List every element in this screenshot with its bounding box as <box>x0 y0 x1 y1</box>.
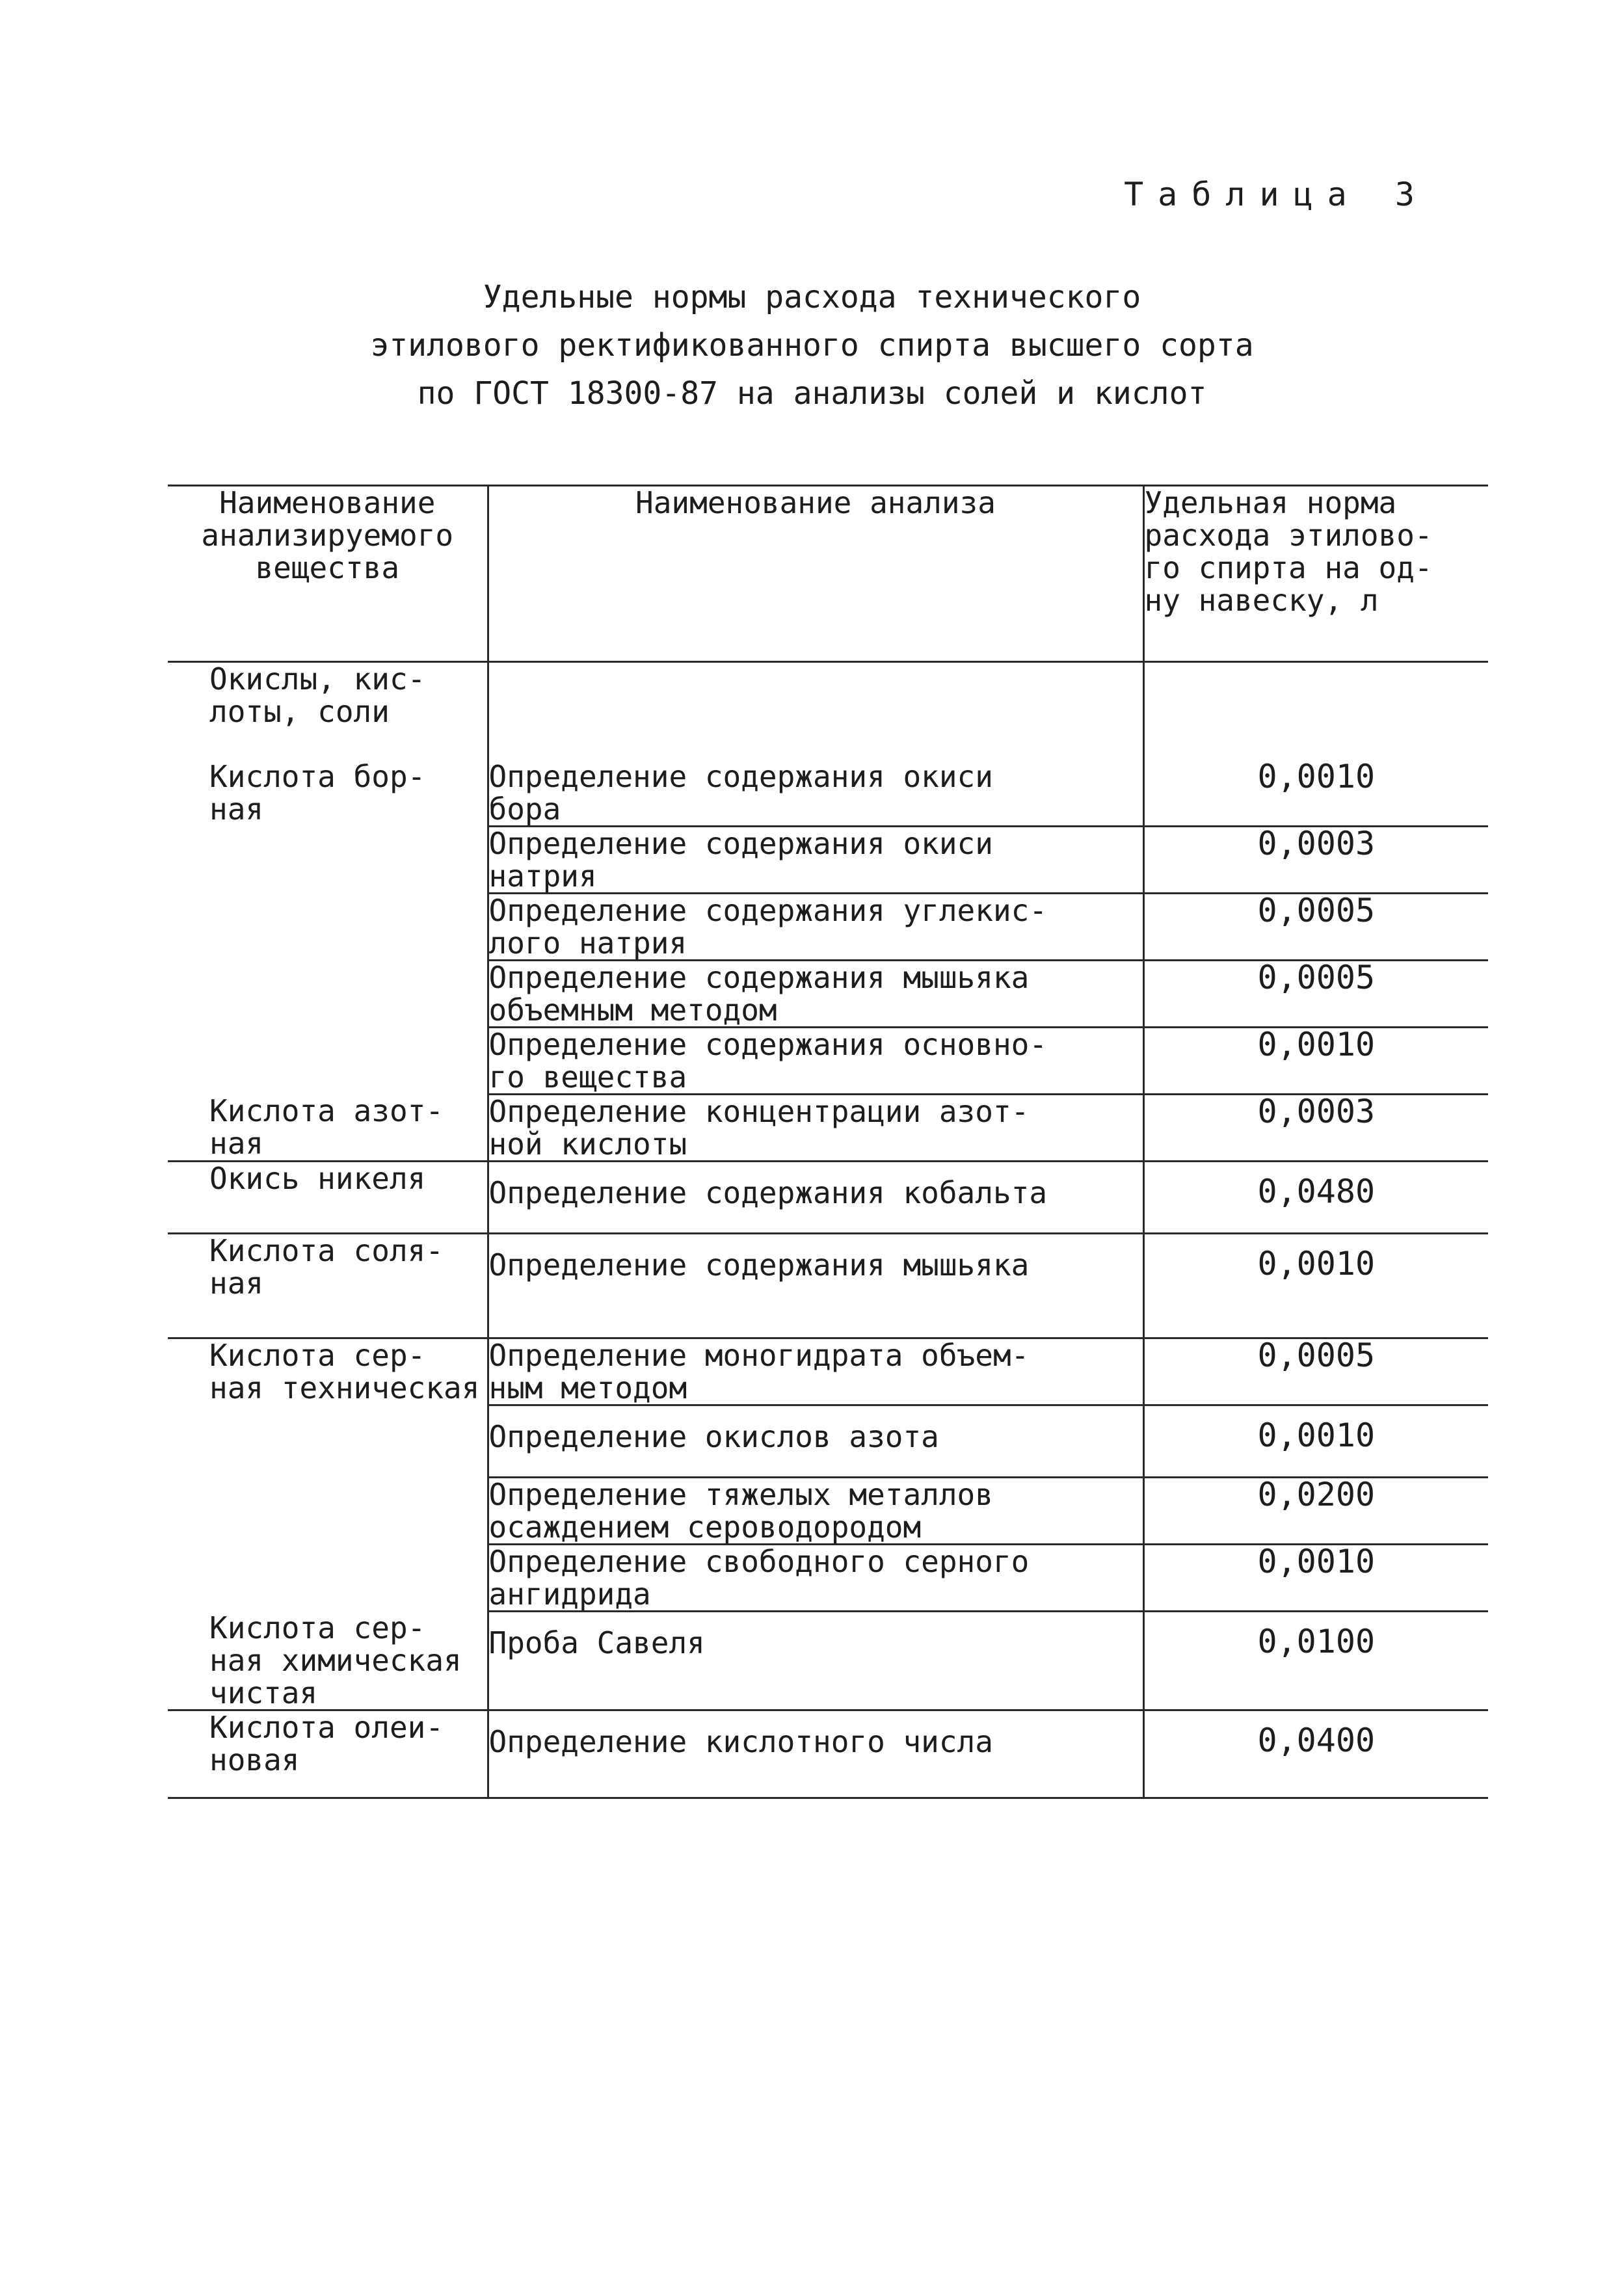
norm-value: 0,0005 <box>1143 961 1488 1028</box>
analysis-cell: Определение содержания кобальта <box>488 1175 1048 1210</box>
norm-value: 0,0480 <box>1143 1162 1488 1234</box>
title-line-2: этилового ректификованного спирта высшего сорта <box>370 327 1254 364</box>
table-row <box>168 760 1488 827</box>
norms-table <box>168 485 1488 1799</box>
norm-value: 0,0010 <box>1143 1234 1488 1338</box>
substance-cell: Кислота бор- ная <box>209 759 426 827</box>
title-line-1: Удельные нормы расхода технического <box>483 279 1141 315</box>
analysis-cell: Проба Савеля <box>488 1625 705 1660</box>
norm-value: 0,0010 <box>1143 1545 1488 1612</box>
table-row <box>168 1095 1488 1162</box>
title-line-3: по ГОСТ 18300-87 на анализы солей и кислот <box>417 375 1207 412</box>
analysis-cell: Определение содержания мышьяка <box>488 1247 1030 1283</box>
norm-value: 0,0010 <box>1143 760 1488 827</box>
header-analysis: Наименование анализа <box>488 486 1143 662</box>
norm-value: 0,0100 <box>1143 1612 1488 1710</box>
norm-value: 0,0003 <box>1143 1095 1488 1162</box>
substance-cell: Кислота сер- ная химическая чистая <box>209 1610 462 1710</box>
analysis-cell: Определение содержания основно- го вещества <box>488 1027 1048 1095</box>
norm-value: 0,0005 <box>1143 1338 1488 1405</box>
table-row <box>168 1612 1488 1710</box>
table-row <box>168 1234 1488 1338</box>
norm-value: 0,0200 <box>1143 1478 1488 1545</box>
substance-cell: Кислота сер- ная техническая <box>209 1338 480 1405</box>
analysis-cell: Определение содержания окиси натрия <box>488 826 993 894</box>
section-label: Окислы, кис- лоты, соли <box>209 661 426 729</box>
analysis-cell: Определение кислотного числа <box>488 1723 993 1759</box>
header-norm: Удельная норма расхода этилово- го спирта на од- ну навеску, л <box>1143 486 1488 662</box>
analysis-cell: Определение свободного серного ангидрида <box>488 1544 1030 1612</box>
table-number: Таблица 3 <box>1124 176 1429 213</box>
substance-cell: Кислота олеи- новая <box>209 1709 444 1777</box>
table-row <box>168 1710 1488 1798</box>
table-row <box>168 1162 1488 1234</box>
analysis-cell: Определение концентрации азот- ной кислоты <box>488 1094 1030 1162</box>
substance-cell: Кислота соля- ная <box>209 1233 444 1301</box>
analysis-cell: Определение содержания мышьяка объемным методом <box>488 960 1030 1028</box>
norm-value: 0,0400 <box>1143 1710 1488 1798</box>
norm-value: 0,0010 <box>1143 1028 1488 1095</box>
header-row <box>168 486 1488 662</box>
analysis-cell: Определение тяжелых металлов осаждением сероводородом <box>488 1477 993 1545</box>
substance-cell: Окись никеля <box>209 1161 426 1196</box>
table-title <box>0 273 1624 418</box>
header-substance: Наименование анализируемого вещества <box>168 486 488 662</box>
analysis-cell: Определение содержания углекис- лого натрия <box>488 893 1048 961</box>
analysis-cell: Определение содержания окиси бора <box>488 759 993 827</box>
table-row <box>168 1338 1488 1405</box>
analysis-cell: Определение моногидрата объем- ным методом <box>488 1338 1030 1405</box>
norm-value: 0,0005 <box>1143 894 1488 961</box>
analysis-cell: Определение окислов азота <box>488 1419 939 1454</box>
substance-cell: Кислота азот- ная <box>209 1093 444 1161</box>
norm-value: 0,0010 <box>1143 1405 1488 1478</box>
section-row <box>168 662 1488 761</box>
norm-value: 0,0003 <box>1143 827 1488 894</box>
